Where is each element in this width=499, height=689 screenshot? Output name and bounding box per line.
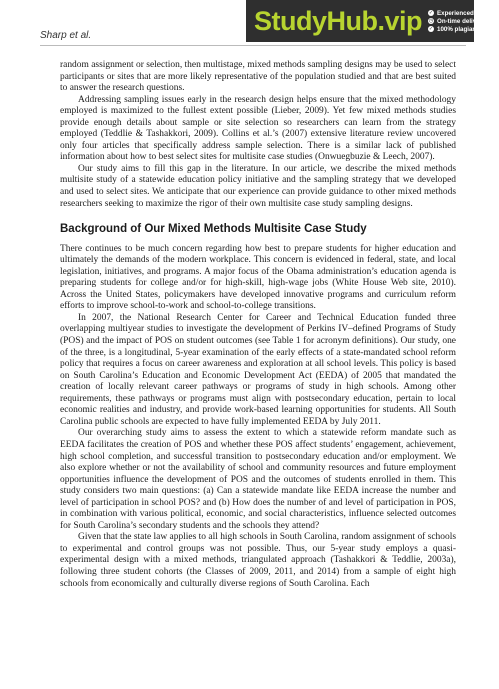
article-body (60, 60, 456, 590)
paragraph: Our study aims to fill this gap in the literature. In our article, we describe the mixed methods multisite study of a statewide education policy initiative and the sampling strategy that we developed and used to select sites. We anticipate that our experience can provide guidance to other mixed methods researchers seeking to maximize the rigor of their own multisite case study sampling designs. (60, 163, 456, 209)
watermark-item (428, 26, 499, 33)
check-icon: ✓ (428, 26, 434, 32)
header-rule (40, 45, 466, 46)
clock-icon: ◷ (428, 18, 434, 24)
section-heading: Background of Our Mixed Methods Multisite Case Study (60, 223, 367, 236)
paragraph: In 2007, the National Research Center for Career and Technical Education funded three overlapping multiyear studies to investigate the development of Perkins IV–defined Programs of Study (POS) and the impact of POS on student outcomes (see Table 1 for acronym definitions). Our study, one of the three, is a longitudinal, 5-year examination of the early effects of a state-mandated school reform policy that requires a focus on career awareness and exploration at all school levels. This policy is based on South Carolina’s Education and Economic Development Act (EEDA) of 2005 that mandated the creation of locally relevant career pathways or programs of study in high schools. Among other requirements, these pathways or programs must align with postsecondary education, pertain to local economic realities and industry, and provide work-based learning opportunities for students. All South Carolina public schools are expected to have fully implemented EEDA by July 2011. (60, 312, 456, 427)
running-head: Sharp et al. (40, 30, 92, 41)
paragraph: Given that the state law applies to all high schools in South Carolina, random assignment of schools to experimental and control groups was not possible. Thus, our 5-year study employs a quasi-experimental design with a mixed methods, triangulated approach (Tashakkori & Teddlie, 2003a), following three student cohorts (the Classes of 2009, 2011, and 2014) from a sample of eight high schools from economically and culturally diverse regions of South Carolina. Each (60, 532, 456, 589)
paragraph: There continues to be much concern regarding how best to prepare students for higher education and ultimately the demands of the modern workplace. This concern is evidenced in federal, state, and local legislation, initiatives, and programs. A major focus of the Obama administration’s education agenda is preparing students for college and/or for high-skill, high-wage jobs (White House Web site, 2010). Across the United States, policymakers have developed innovative programs and curriculum reform efforts to improve school-to-work and school-to-college transitions. (60, 243, 456, 312)
watermark-item-text: 100% plagiarism free (437, 25, 499, 33)
paragraph: random assignment or selection, then multistage, mixed methods sampling designs may be used to select participants or sites that are more likely representative of the population studied and that are best suited to answer the research questions. (60, 60, 456, 94)
watermark-list (428, 10, 499, 33)
watermark-logo[interactable]: StudyHub.vip (254, 5, 422, 36)
page-header (0, 0, 499, 52)
watermark-item (428, 18, 499, 25)
watermark-item-text: On-time delivery (437, 17, 486, 25)
watermark-item-text: Experienced writers (437, 9, 496, 17)
check-icon: ✓ (428, 10, 434, 16)
watermark-banner[interactable] (246, 0, 499, 42)
paragraph: Our overarching study aims to assess the extent to which a statewide reform mandate such as EEDA facilitates the creation of POS and whether these POS affect students’ engagement, achievement, high school completion, and successful transition to postsecondary education and/or employment. We also explore whether or not the availability of school and community resources and future employment opportunities influence the development of POS and the outcomes of students enrolled in them. This study considers two main questions: (a) Can a statewide mandate like EEDA increase the number and level of participation in school POS? and (b) How does the number of and level of participation in POS, in combination with various political, economic, and social characteristics, influence selected outcomes for South Carolina’s secondary students and the schools they attend? (60, 428, 456, 531)
paragraph: Addressing sampling issues early in the research design helps ensure that the mixed methodology employed is maximized to the fullest extent possible (Lieber, 2009). Yet few mixed methods studies provide enough details about sample or site selection so researchers can learn from the strategy employed (Teddlie & Tashakkori, 2009). Collins et al.’s (2007) extensive literature review uncovered only four articles that specifically address sample selection. There is a similar lack of published information about how to best select sites for multisite case studies (Onwuegbuzie & Leech, 2007). (60, 94, 456, 163)
watermark-item (428, 10, 499, 17)
